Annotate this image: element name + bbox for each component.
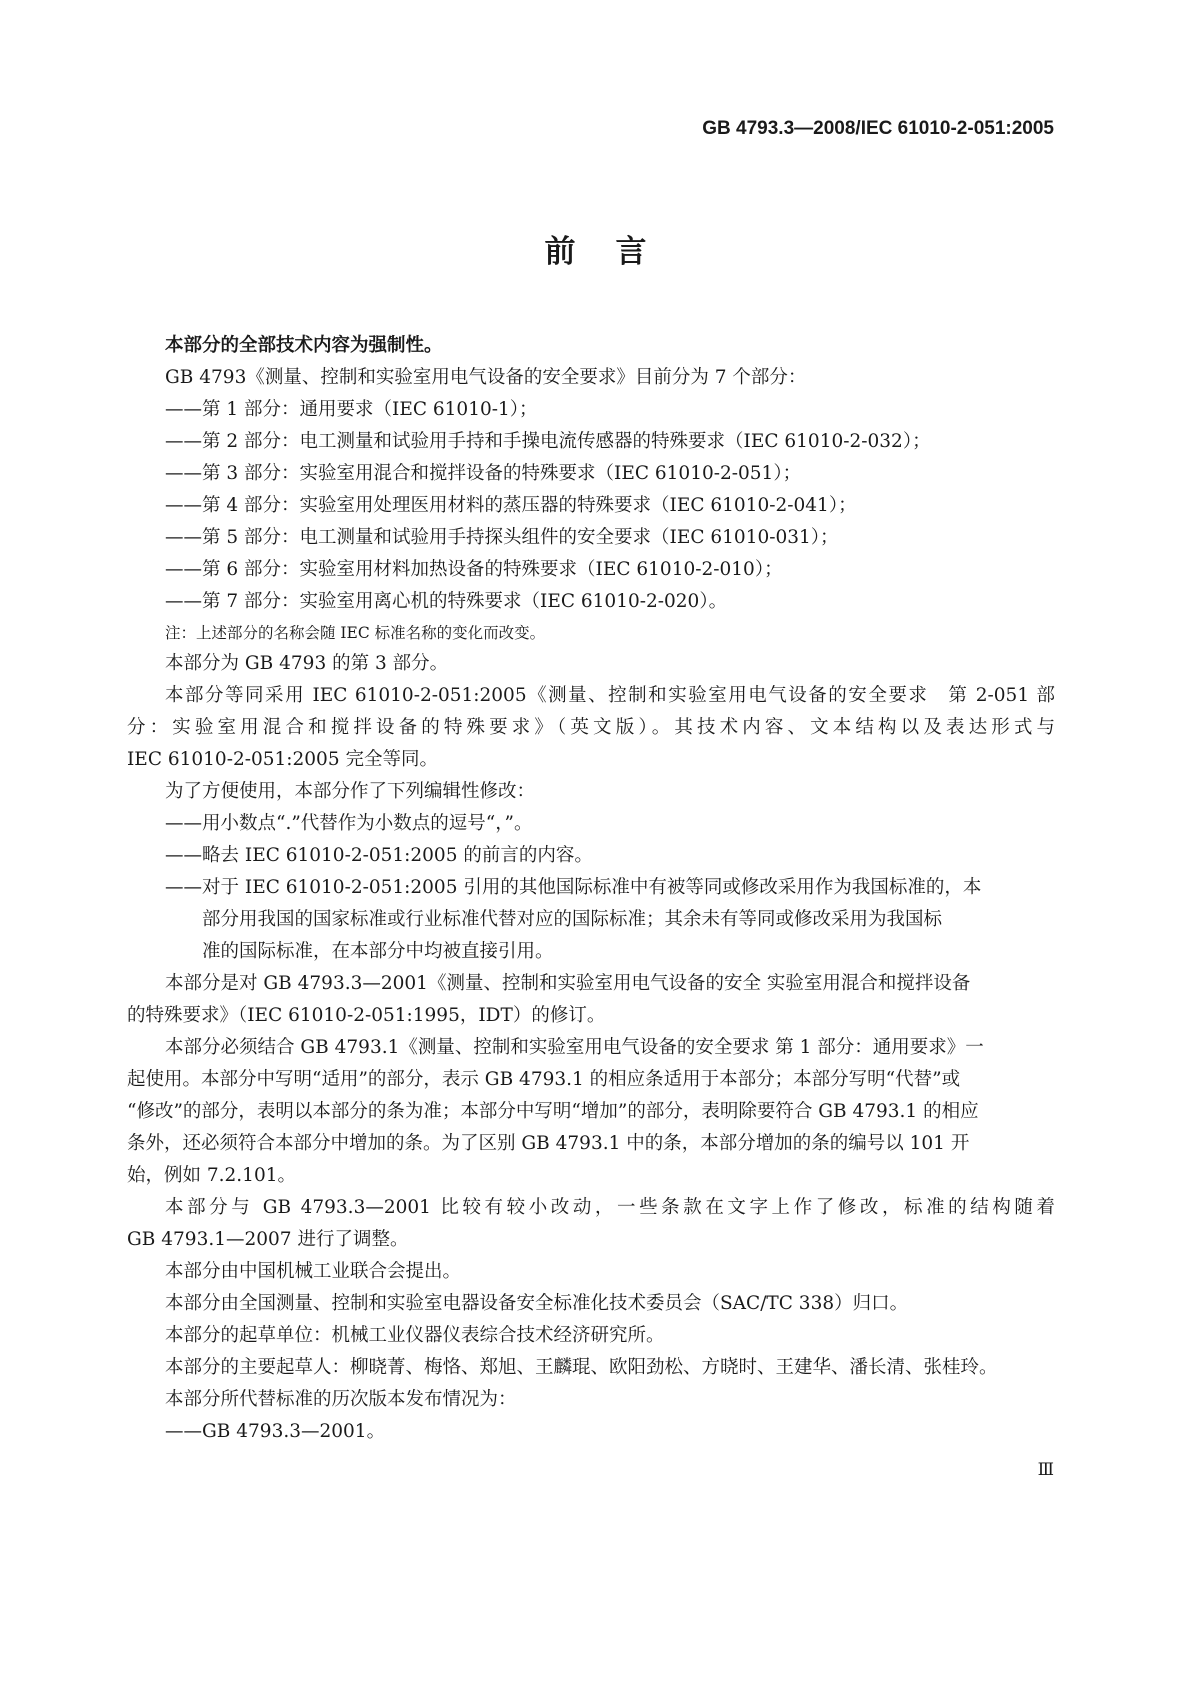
paragraph-usage-line-4: 条外，还必须符合本部分中增加的条。为了区别 GB 4793.1 中的条，本部分增加的条的编号以 101 开 [127, 1133, 970, 1154]
paragraph-adoption-line-3: IEC 61010-2-051:2005 完全等同。 [127, 749, 438, 770]
paragraph-centralized-by: 本部分由全国测量、控制和实验室电器设备安全标准化技术委员会（SAC/TC 338）归口。 [165, 1293, 909, 1314]
paragraph-revision-line-1: 本部分是对 GB 4793.3—2001《测量、控制和实验室用电气设备的安全 实验室用混合和搅拌设备 [165, 973, 971, 994]
paragraph-part-number: 本部分为 GB 4793 的第 3 部分。 [165, 653, 449, 674]
paragraph-usage-line-2: 起使用。本部分中写明“适用”的部分，表示 GB 4793.1 的相应条适用于本部分；本部分写明“代替”或 [127, 1069, 961, 1090]
paragraph-previous-editions: 本部分所代替标准的历次版本发布情况为： [165, 1389, 517, 1410]
list-item-edit-3-line-3: 准的国际标准，在本部分中均被直接引用。 [202, 941, 554, 962]
list-item-edit-1: ——用小数点“.”代替作为小数点的逗号“，”。 [165, 813, 533, 834]
paragraph-usage-line-1: 本部分必须结合 GB 4793.1《测量、控制和实验室用电气设备的安全要求 第 1 部分：通用要求》一 [165, 1037, 984, 1058]
list-item-previous-edition: ——GB 4793.3—2001。 [165, 1421, 386, 1442]
paragraph-proposed-by: 本部分由中国机械工业联合会提出。 [165, 1261, 462, 1282]
list-item-part-1: ——第 1 部分：通用要求（IEC 61010-1）； [165, 399, 538, 420]
list-item-part-4: ——第 4 部分：实验室用处理医用材料的蒸压器的特殊要求（IEC 61010-2-041）； [165, 495, 857, 516]
paragraph-revision-line-2: 的特殊要求》（IEC 61010-2-051:1995，IDT）的修订。 [127, 1005, 606, 1026]
paragraph-changes-line-1: 本部分与 GB 4793.3—2001 比较有较小改动，一些条款在文字上作了修改，标准的结构随着 [165, 1197, 1055, 1218]
standard-code-header: GB 4793.3—2008/IEC 61010-2-051:2005 [702, 118, 1054, 139]
paragraph-drafters: 本部分的主要起草人：柳晓菁、梅恪、郑旭、王麟琨、欧阳劲松、方晓时、王建华、潘长清、张桂玲。 [165, 1357, 998, 1378]
paragraph-usage-line-5: 始，例如 7.2.101。 [127, 1165, 296, 1186]
paragraph-adoption-line-2: 分：实验室用混合和搅拌设备的特殊要求》（英文版）。其技术内容、文本结构以及表达形式与 [127, 717, 1055, 738]
list-item-part-3: ——第 3 部分：实验室用混合和搅拌设备的特殊要求（IEC 61010-2-051）； [165, 463, 802, 484]
list-item-edit-2: ——略去 IEC 61010-2-051:2005 的前言的内容。 [165, 845, 593, 866]
paragraph-edits-intro: 为了方便使用，本部分作了下列编辑性修改： [165, 781, 536, 802]
list-item-part-2: ——第 2 部分：电工测量和试验用手持和手操电流传感器的特殊要求（IEC 61010-2-032）； [165, 431, 931, 452]
list-item-edit-3-line-2: 部分用我国的国家标准或行业标准代替对应的国际标准；其余未有等同或修改采用为我国标 [202, 909, 943, 930]
paragraph-changes-line-2: GB 4793.1—2007 进行了调整。 [127, 1229, 409, 1250]
list-item-part-5: ——第 5 部分：电工测量和试验用手持探头组件的安全要求（IEC 61010-031）； [165, 527, 839, 548]
list-item-edit-3-line-1: ——对于 IEC 61010-2-051:2005 引用的其他国际标准中有被等同或修改采用作为我国标准的，本 [165, 877, 982, 898]
paragraph-adoption-line-1: 本部分等同采用 IEC 61010-2-051:2005《测量、控制和实验室用电气设备的安全要求 第 2-051 部 [165, 685, 1055, 706]
list-item-part-6: ——第 6 部分：实验室用材料加热设备的特殊要求（IEC 61010-2-010）； [165, 559, 783, 580]
document-body [127, 330, 1055, 1448]
page-title: 前言 [544, 234, 687, 270]
page-number: Ⅲ [1037, 1460, 1054, 1480]
note: 注：上述部分的名称会随 IEC 标准名称的变化而改变。 [165, 624, 546, 642]
paragraph-usage-line-3: “修改”的部分，表明以本部分的条为准；本部分中写明“增加”的部分，表明除要符合 GB 4793.1 的相应 [127, 1101, 979, 1122]
paragraph-mandatory: 本部分的全部技术内容为强制性。 [165, 335, 443, 356]
list-item-part-7: ——第 7 部分：实验室用离心机的特殊要求（IEC 61010-2-020）。 [165, 591, 728, 612]
paragraph-parts-intro: GB 4793《测量、控制和实验室用电气设备的安全要求》目前分为 7 个部分： [165, 367, 807, 388]
paragraph-drafting-unit: 本部分的起草单位：机械工业仪器仪表综合技术经济研究所。 [165, 1325, 665, 1346]
